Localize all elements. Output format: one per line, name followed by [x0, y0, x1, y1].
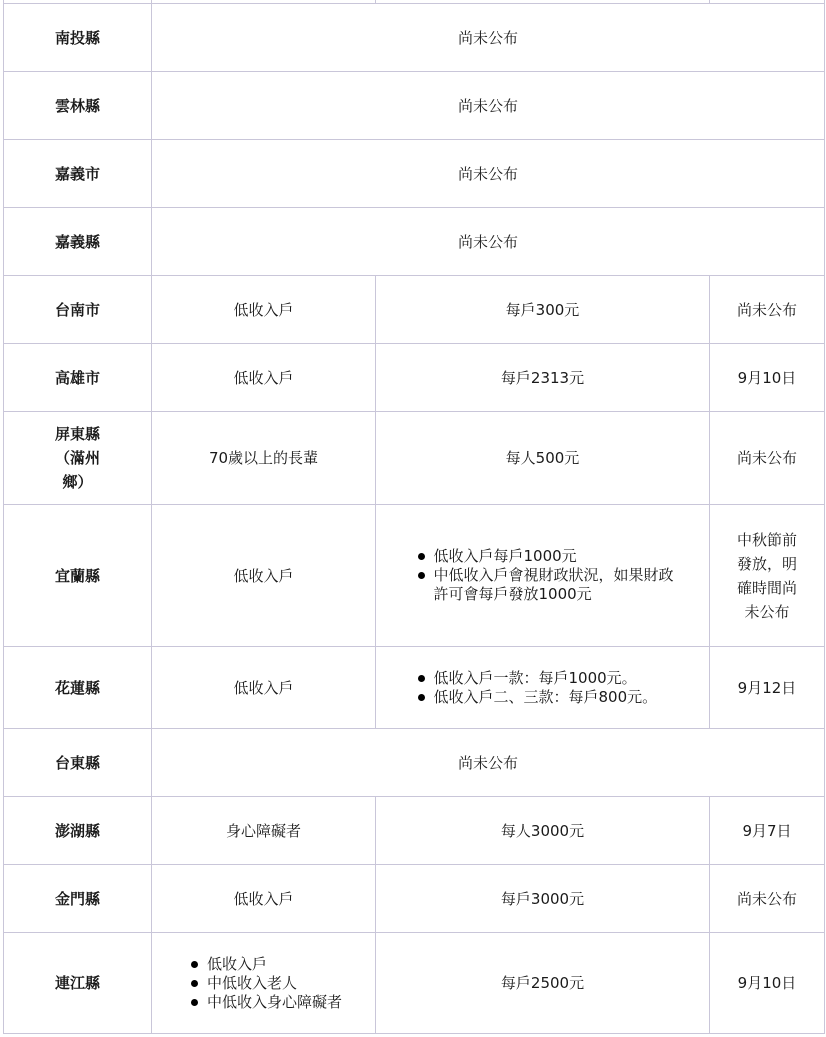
county-cell	[4, 412, 152, 505]
list-item: 低收入戶二、三款：每戶800元。	[412, 688, 674, 707]
merged-status-cell: 尚未公布	[152, 140, 825, 208]
county-cell: 金門縣	[4, 865, 152, 933]
table-row	[4, 647, 825, 729]
county-cell: 南投縣	[4, 4, 152, 72]
table-row	[4, 797, 825, 865]
amount-cell	[376, 505, 710, 647]
target-cell: 低收入戶	[152, 505, 376, 647]
target-cell: 身心障礙者	[152, 797, 376, 865]
table-row	[4, 4, 825, 72]
table-row	[4, 208, 825, 276]
target-cell: 低收入戶	[152, 344, 376, 412]
list-item: 中低收入身心障礙者	[185, 993, 342, 1012]
amount-cell: 每人3000元	[376, 797, 710, 865]
date-cell: 尚未公布	[710, 412, 825, 505]
amount-cell	[376, 647, 710, 729]
target-list	[185, 955, 342, 1012]
county-cell: 嘉義市	[4, 140, 152, 208]
table-row	[4, 140, 825, 208]
county-cell: 高雄市	[4, 344, 152, 412]
county-cell: 雲林縣	[4, 72, 152, 140]
county-cell: 台東縣	[4, 729, 152, 797]
date-cell	[710, 505, 825, 647]
list-item: 中低收入老人	[185, 974, 342, 993]
date-cell: 尚未公布	[710, 276, 825, 344]
table-row	[4, 865, 825, 933]
table-row	[4, 729, 825, 797]
table-row	[4, 933, 825, 1034]
target-cell: 70歲以上的長輩	[152, 412, 376, 505]
list-item: 低收入戶	[185, 955, 342, 974]
table-row	[4, 72, 825, 140]
date-cell: 9月7日	[710, 797, 825, 865]
amount-cell: 每戶2500元	[376, 933, 710, 1034]
county-cell: 宜蘭縣	[4, 505, 152, 647]
target-cell: 低收入戶	[152, 865, 376, 933]
date-label: 中秋節前發放，明確時間尚未公布	[736, 530, 797, 621]
merged-status-cell: 尚未公布	[152, 208, 825, 276]
target-cell: 低收入戶	[152, 276, 376, 344]
amount-list	[412, 669, 674, 707]
amount-list	[412, 547, 674, 604]
amount-cell: 每戶3000元	[376, 865, 710, 933]
list-item: 低收入戶每戶1000元	[412, 547, 674, 566]
list-item: 中低收入戶會視財政狀況，如果財政許可會每戶發放1000元	[412, 566, 674, 604]
date-cell: 尚未公布	[710, 865, 825, 933]
table-row	[4, 412, 825, 505]
target-cell: 低收入戶	[152, 647, 376, 729]
county-cell: 澎湖縣	[4, 797, 152, 865]
merged-status-cell: 尚未公布	[152, 729, 825, 797]
table-row	[4, 344, 825, 412]
subsidy-table	[3, 0, 825, 1034]
county-cell: 嘉義縣	[4, 208, 152, 276]
county-cell: 連江縣	[4, 933, 152, 1034]
merged-status-cell: 尚未公布	[152, 72, 825, 140]
table-row	[4, 276, 825, 344]
county-cell: 花蓮縣	[4, 647, 152, 729]
table-row	[4, 505, 825, 647]
date-cell: 9月10日	[710, 344, 825, 412]
county-label: 屏東縣（滿州鄉）	[54, 425, 100, 491]
amount-cell: 每人500元	[376, 412, 710, 505]
date-cell: 9月10日	[710, 933, 825, 1034]
merged-status-cell: 尚未公布	[152, 4, 825, 72]
amount-cell: 每戶2313元	[376, 344, 710, 412]
date-cell: 9月12日	[710, 647, 825, 729]
amount-cell: 每戶300元	[376, 276, 710, 344]
county-cell: 台南市	[4, 276, 152, 344]
list-item: 低收入戶一款：每戶1000元。	[412, 669, 674, 688]
target-cell	[152, 933, 376, 1034]
